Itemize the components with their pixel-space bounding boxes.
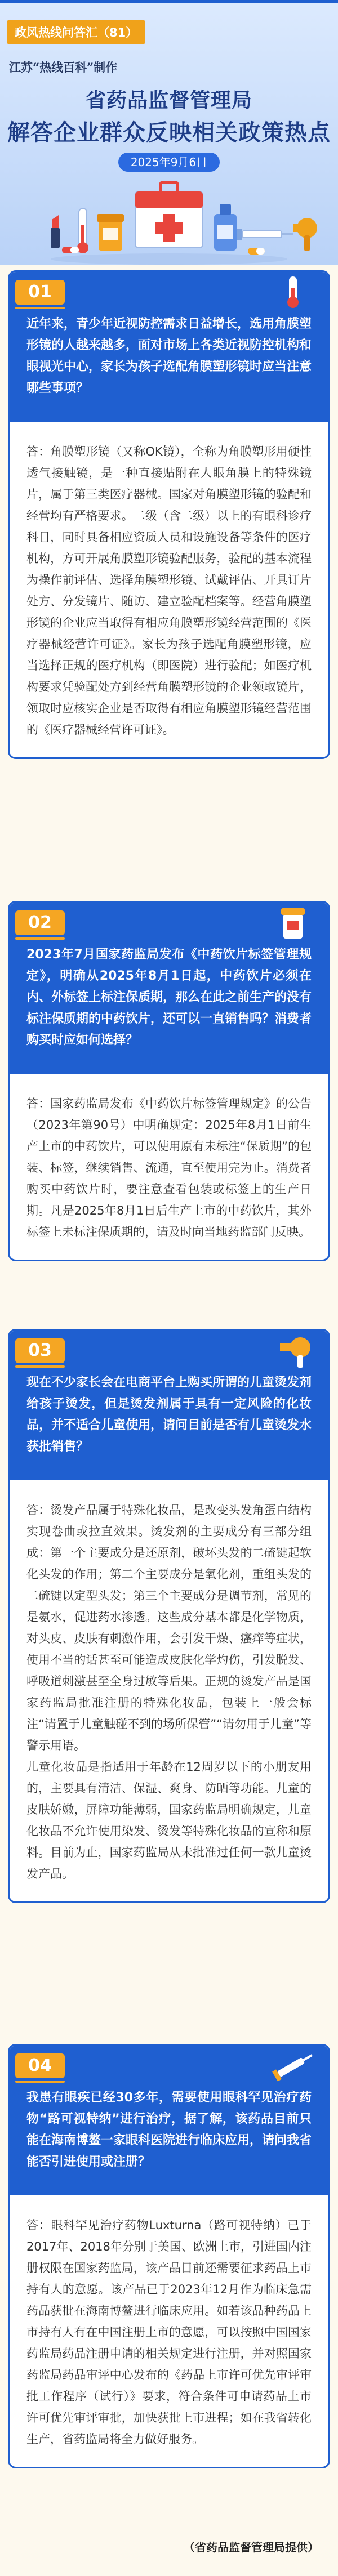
qa-card-4 bbox=[8, 2044, 330, 2468]
answer-text: 答：眼科罕见治疗药物Luxturna（路可视特纳）已于2017年、2018年分别于美国、欧洲上市，引进国内注册权限在国家药监局，该产品目前还需要征求药品上市持有人的意愿。该产品已于2023年12月作为临床急需药品获批在海南博鳌进行临床应用。如若该品种药品上市持有人有在中国注册上市的意愿，可以按照中国国家药监局药品注册申请的相关规定进行注册，并对照国家药监局药品审评中心发布的《药品上市许可优先审评审批工作程序（试行）》要求，符合条件可申请药品上市许可优先审评审批，加快获批上市进程；如在我省转化生产，省药监局将全力做好服务。 bbox=[26, 2218, 312, 2446]
question-block bbox=[10, 1331, 328, 1480]
series-tag: 政风热线问答汇（81） bbox=[7, 20, 145, 44]
question-number: 02 bbox=[15, 910, 65, 935]
syringe-icon bbox=[237, 229, 293, 240]
thermometer-icon bbox=[77, 208, 88, 253]
answer-text: 答：国家药监局发布《中药饮片标签管理规定》的公告（2023年第90号）中明确规定：2025年8月1日前生产上市的中药饮片，可以使用原有未标注“保质期”的包装、标签，继续销售、流通，直至使用完为止。消费者购买中药饮片时，要注意查看包装或标签上的生产日期。凡是2025年8月1日后生产上市的中药饮片，其外标签上未标注保质期的，请及时向当地药监部门反映。 bbox=[26, 1097, 312, 1239]
question-block bbox=[10, 2046, 328, 2195]
pill-bottle-icon bbox=[97, 214, 124, 251]
answer-block bbox=[10, 1480, 328, 1901]
hero-banner bbox=[0, 0, 338, 265]
source-credit: （省药品监督管理局提供） bbox=[184, 2541, 319, 2554]
answer-text: 答：角膜塑形镜（又称OK镜），全称为角膜塑形用硬性透气接触镜，是一种直接贴附在人眼角膜上的特殊镜片，属于第三类医疗器械。国家对角膜塑形镜的验配和经营均有严格要求。二级（含二级）以上的有眼科诊疗科目，同时具备相应资质人员和设施设备等条件的医疗机构，方可开展角膜塑形镜验配服务，验配的基本流程为操作前评估、选择角膜塑形镜、试戴评估、开具订片处方、分发镜片、随访、建立验配档案等。经营角膜塑形镜的企业应当取得有相应角膜塑形镜经营范围的《医疗器械经营许可证》。家长为孩子选配角膜塑形镜，应当选择正规的医疗机构（即医院）进行验配；如医疗机构要求凭验配处方到经营角膜塑形镜的企业领取镜片，领取时应核实企业是否取得有相应角膜塑形镜经营范围的《医疗器械经营许可证》。 bbox=[26, 445, 312, 736]
question-block bbox=[10, 903, 328, 1074]
question-text: 2023年7月国家药监局发布《中药饮片标签管理规定》，明确从2025年8月1日起，中药饮片必须在内、外标签上标注保质期，那么在此之前生产的没有标注保质期的中药饮片，还可以一直销售吗？消费者购买时应如何选择？ bbox=[26, 948, 312, 1047]
thermometer-icon bbox=[266, 274, 321, 310]
bottom-band bbox=[0, 2565, 338, 2576]
syringe-icon bbox=[266, 2048, 321, 2084]
date-badge: 2025年9月6日 bbox=[118, 153, 220, 172]
main-title: 解答企业群众反映相关政策热点 bbox=[7, 120, 331, 146]
question-text: 现在不少家长会在电商平台上购买所谓的儿童烫发剂给孩子烫发，但是烫发剂属于具有一定风险的化妆品，并不适合儿童使用，请问目前是否有儿童烫发水获批销售？ bbox=[26, 1376, 312, 1454]
hair-dryer-icon bbox=[293, 218, 317, 251]
top-stripe bbox=[0, 0, 338, 3]
qa-card-1 bbox=[8, 270, 330, 759]
question-number: 04 bbox=[15, 2053, 65, 2078]
question-text: 近年来，青少年近视防控需求日益增长，选用角膜塑形镜的人越来越多，面对市场上各类近视防控机构和眼视光中心，家长为孩子选配角膜塑形镜时应当注意哪些事项？ bbox=[26, 317, 312, 395]
answer-block bbox=[10, 422, 328, 757]
pill-bottle-icon bbox=[266, 905, 321, 941]
hair-dryer-icon bbox=[266, 1333, 321, 1369]
question-number: 03 bbox=[15, 1338, 65, 1363]
question-block bbox=[10, 272, 328, 422]
medicine-illustration bbox=[0, 175, 338, 265]
answer-block bbox=[10, 2195, 328, 2467]
qa-card-3 bbox=[8, 1329, 330, 1903]
org-title: 省药品监督管理局 bbox=[85, 89, 252, 112]
answer-text: 答：烫发产品属于特殊化妆品，是改变头发角蛋白结构实现卷曲或拉直效果。烫发剂的主要成分有三部分组成：第一个主要成分是还原剂，破坏头发的二硫键起软化头发的作用；第二个主要成分是氧化剂，重组头发的二硫键以定型头发；第三个主要成分是调节剂，常见的是氨水，促进药水渗透。这些成分基本都是化学物质，对头皮、皮肤有刺激作用，会引发干燥、瘙痒等症状，使用不当的话甚至可能造成皮肤化学灼伤，引发脱发、呼吸道刺激甚至全身过敏等后果。正规的烫发产品是国家药监局批准注册的特殊化妆品，包装上一般会标注“请置于儿童触碰不到的场所保管”“请勿用于儿童”等警示用语。 儿童化妆品是指适用于年龄在12周岁以下的小朋友用的，主要具有清洁、保湿、爽身、防晒等功能。儿童的皮肤娇嫩，屏障功能薄弱，国家药监局明确规定，儿童化妆品不允许使用染发、烫发等特殊化妆品的宣称和原料。目前为止，国家药监局从未批准过任何一款儿童烫发产品。 bbox=[26, 1503, 312, 1881]
question-number: 01 bbox=[15, 280, 65, 305]
lipstick-icon bbox=[51, 215, 60, 248]
answer-block bbox=[10, 1074, 328, 1260]
question-text: 我患有眼疾已经30多年，需要使用眼科罕见治疗药物“路可视特纳”进行治疗，据了解，该药品目前只能在海南博鳌一家眼科医院进行临床应用，请问我省能否引进使用或注册？ bbox=[26, 2091, 312, 2169]
maker-credit: 江苏“热线百科”制作 bbox=[9, 60, 118, 74]
eye-drop-icon bbox=[214, 204, 237, 251]
medicine-box-icon bbox=[135, 182, 203, 248]
qa-card-2 bbox=[8, 901, 330, 1261]
